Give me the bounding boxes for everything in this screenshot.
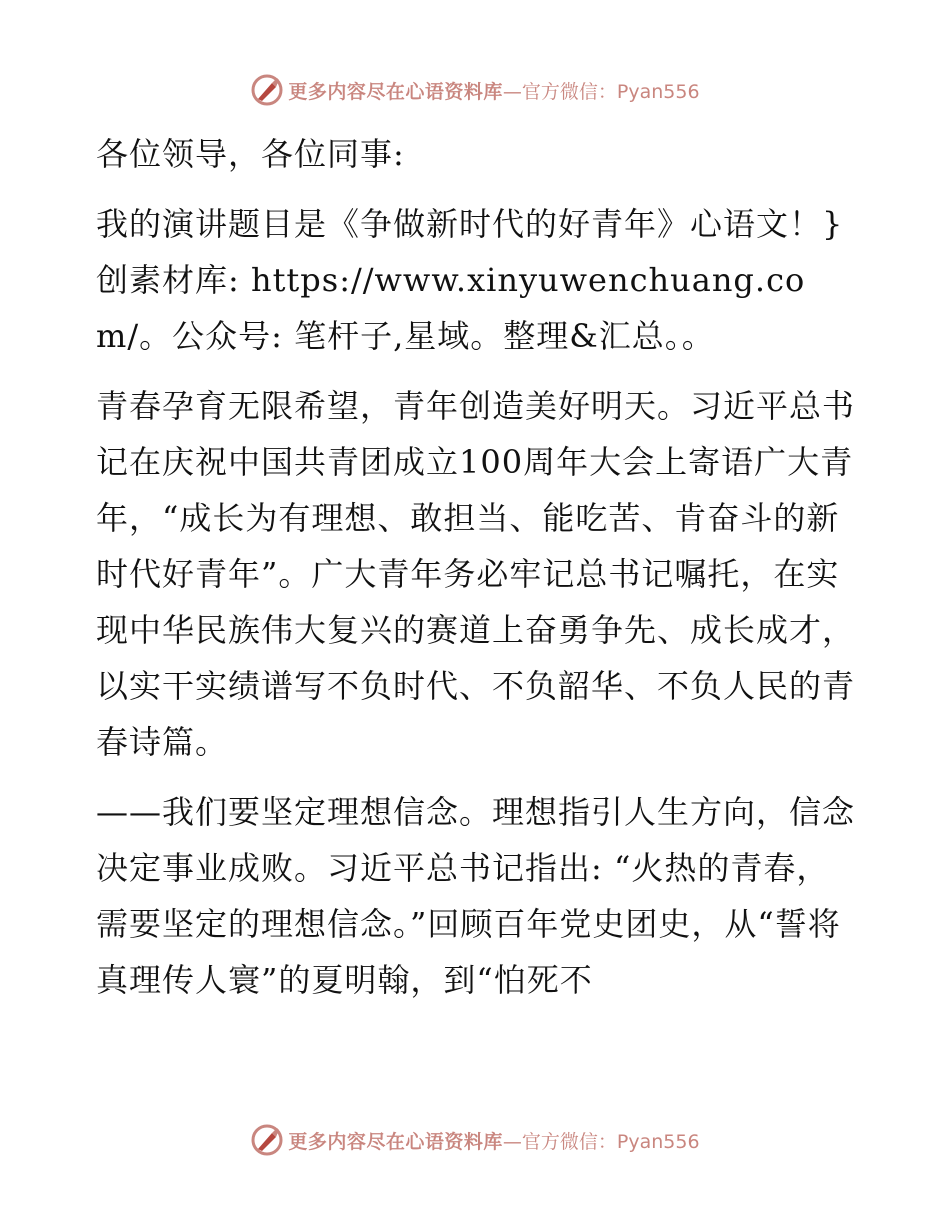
banner-title: 更多内容尽在心语资料库 [288, 1130, 503, 1153]
header-watermark-banner [0, 70, 950, 110]
paragraph-2: 青春孕育无限希望，青年创造美好明天。习近平总书记在庆祝中国共青团成立100周年大会上寄语广大青年，“成长为有理想、敢担当、能吃苦、肯奋斗的新时代好青年”。广大青年务必牢记总书记嘱托，在实现中华民族伟大复兴的赛道上奋勇争先、成长成才，以实干实绩谱写不负时代、不负韶华、不负人民的青春诗篇。 [96, 387, 856, 761]
banner-wechat: —官方微信：Pyan556 [502, 1130, 700, 1153]
document-body [96, 126, 856, 1008]
pen-nib-logo-icon [250, 73, 284, 107]
salutation: 各位领导，各位同事: [96, 135, 405, 173]
banner-wechat: —官方微信：Pyan556 [502, 80, 700, 103]
pen-nib-logo-icon [250, 1123, 284, 1157]
footer-watermark-banner [0, 1120, 950, 1160]
banner-title: 更多内容尽在心语资料库 [288, 80, 503, 103]
paragraph-1: 我的演讲题目是《争做新时代的好青年》心语文！}创素材库: https://www.xinyuwenchuang.com/。公众号: 笔杆子,星域。整理&汇总。。 [96, 205, 844, 355]
paragraph-3: ——我们要坚定理想信念。理想指引人生方向，信念决定事业成败。习近平总书记指出: “火热的青春，需要坚定的理想信念。”回顾百年党史团史，从“誓将真理传人寰”的夏明翰，到“怕死不 [96, 793, 856, 999]
